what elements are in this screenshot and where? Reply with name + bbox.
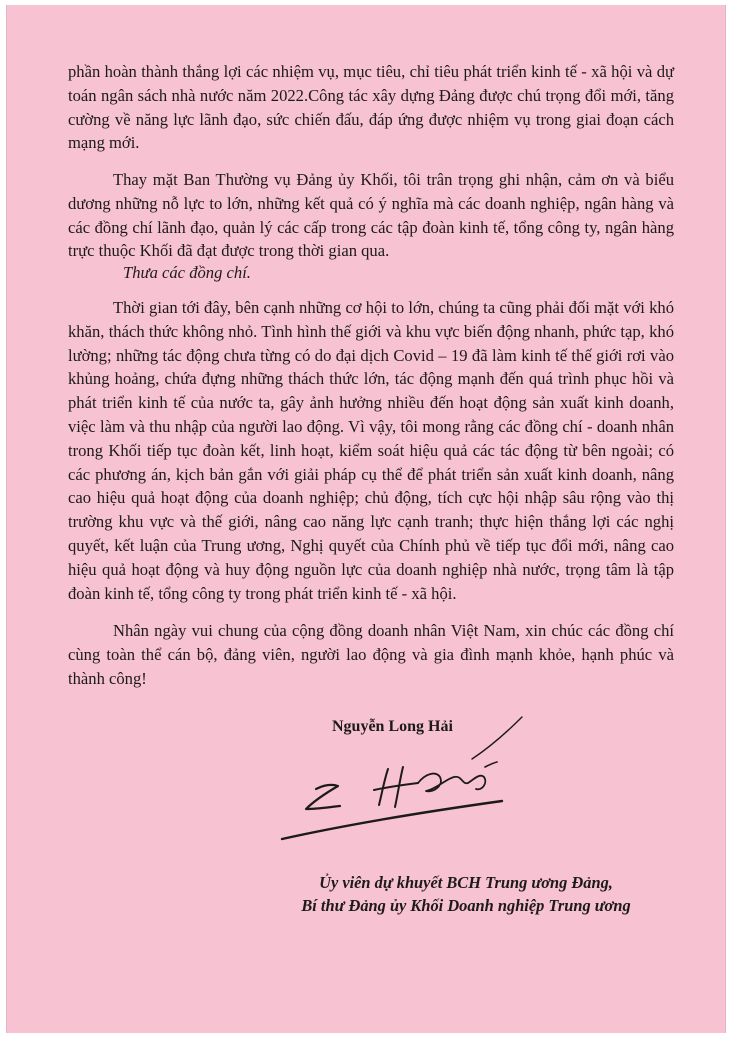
body-paragraph-2 <box>68 168 674 263</box>
paragraph-text: phần hoàn thành thắng lợi các nhiệm vụ, mục tiêu, chỉ tiêu phát triển kinh tế - xã hội và dự toán ngân sách nhà nước năm 2022.Công tác xây dựng Đảng được chú trọng đổi mới, tăng cường về năng lực lãnh đạo, sức chiến đấu, đáp ứng được nhiệm vụ trong giai đoạn cách mạng mới. <box>68 62 674 153</box>
greeting-line: Thưa các đồng chí. <box>123 263 251 282</box>
paragraph-text: Thời gian tới đây, bên cạnh những cơ hội to lớn, chúng ta cũng phải đối mặt với khó khăn, thách thức không nhỏ. Tình hình thế giới và khu vực biến động nhanh, phức tạp, khó lường; những tác động chưa từng có do đại dịch Covid – 19 đã làm kinh tế thế giới rơi vào khủng hoảng, chứa đựng những thách thức lớn, tác động mạnh đến quá trình phục hồi và phát triển kinh tế của nước ta, gây ảnh hưởng nhiều đến hoạt động sản xuất kinh doanh, việc làm và thu nhập của người lao động. Vì vậy, tôi mong rằng các đồng chí - doanh nhân trong Khối tiếp tục đoàn kết, linh hoạt, kiểm soát hiệu quả các tác động từ bên ngoài; có các phương án, kịch bản gắn với giải pháp cụ thể để phát triển sản xuất kinh doanh, nâng cao hiệu quả hoạt động của doanh nghiệp; chủ động, tích cực hội nhập sâu rộng vào thị trường khu vực và thế giới, nâng cao năng lực cạnh tranh; thực hiện thắng lợi các nghị quyết, kết luận của Trung ương, Nghị quyết của Chính phủ về tiếp tục đổi mới, nâng cao hiệu quả hoạt động và huy động nguồn lực của doanh nghiệp nhà nước, trọng tâm là tập đoàn kinh tế, tổng công ty trong phát triển kinh tế - xã hội. <box>68 298 674 603</box>
paragraph-text: Thay mặt Ban Thường vụ Đảng ủy Khối, tôi trân trọng ghi nhận, cảm ơn và biểu dương những nỗ lực to lớn, những kết quả có ý nghĩa mà các doanh nghiệp, ngân hàng và các đồng chí lãnh đạo, quản lý các cấp trong các tập đoàn kinh tế, tổng công ty, ngân hàng trực thuộc Khối đã đạt được trong thời gian qua. <box>68 170 674 261</box>
signer-name: Nguyễn Long Hải <box>332 718 453 735</box>
body-paragraph-1 <box>68 60 674 155</box>
signer-title-line-1: Ủy viên dự khuyết BCH Trung ương Đảng, <box>319 873 613 892</box>
handwritten-signature <box>276 713 546 853</box>
body-paragraph-4 <box>68 619 674 690</box>
body-paragraph-3 <box>68 296 674 605</box>
letter-page <box>6 5 726 1033</box>
signer-title-line-2: Bí thư Đảng ủy Khối Doanh nghiệp Trung ương <box>301 896 631 915</box>
paragraph-text: Nhân ngày vui chung của cộng đồng doanh nhân Việt Nam, xin chúc các đồng chí cùng toàn thể cán bộ, đảng viên, người lao động và gia đình mạnh khỏe, hạnh phúc và thành công! <box>68 621 674 688</box>
